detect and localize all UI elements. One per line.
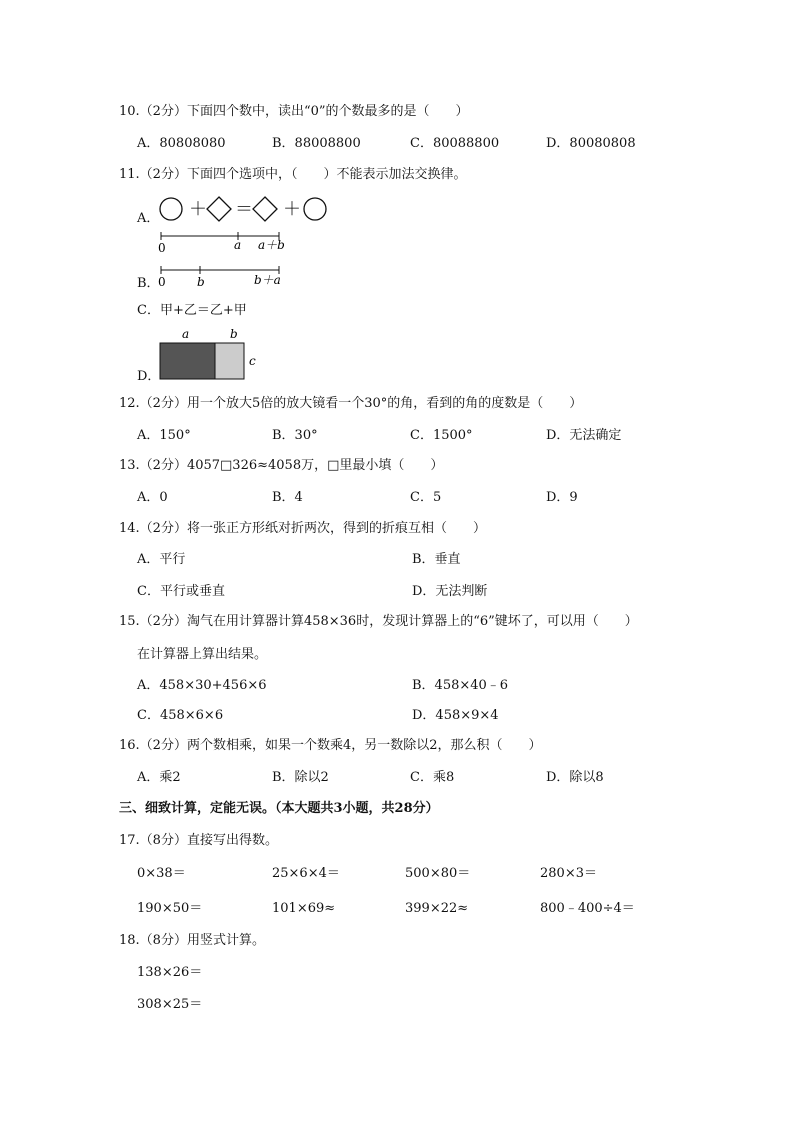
q17-item: 399×22≈ bbox=[405, 901, 469, 916]
diamond-shape-1 bbox=[207, 197, 231, 221]
rect-light-part bbox=[215, 343, 244, 379]
q11-option-a-label: A． bbox=[137, 211, 160, 226]
diamond-shape-2 bbox=[253, 197, 277, 221]
sum-label: b＋a bbox=[254, 273, 281, 287]
section-3-heading: 三、细致计算，定能无误。（本大题共3小题，共28分） bbox=[119, 801, 439, 816]
a-label: a bbox=[234, 238, 242, 252]
q17-item: 280×3＝ bbox=[540, 866, 597, 881]
q15-option-d: D．458×9×4 bbox=[412, 708, 499, 723]
plus-sign-2: ＋ bbox=[283, 199, 301, 220]
q11-number-line-2 bbox=[155, 260, 305, 292]
q17-item: 25×6×4＝ bbox=[272, 866, 340, 881]
q18-stem: 18.（8分）用竖式计算。 bbox=[119, 933, 265, 948]
q12-option-c: C．1500° bbox=[410, 428, 473, 443]
q18-item: 308×25＝ bbox=[137, 997, 203, 1012]
zero-label: 0 bbox=[158, 275, 166, 289]
circle-shape-1 bbox=[160, 198, 182, 220]
q16-option-a: A．乘2 bbox=[137, 770, 181, 785]
q11-option-a-figure bbox=[155, 194, 335, 226]
q11-rectangle-figure bbox=[155, 325, 265, 383]
rect-a-label: a bbox=[182, 327, 190, 341]
q11-option-b-label: B． bbox=[137, 276, 160, 291]
rect-c-label: c bbox=[249, 354, 256, 368]
rect-b-label: b bbox=[230, 327, 238, 341]
rect-dark-part bbox=[160, 343, 215, 379]
q11-option-d-label: D． bbox=[137, 369, 161, 384]
zero-label: 0 bbox=[158, 241, 166, 254]
q13-stem: 13.（2分）4057□326≈4058万，□里最小填（ ） bbox=[119, 458, 444, 473]
q12-option-a: A．150° bbox=[137, 428, 191, 443]
plus-sign-1: ＋ bbox=[189, 199, 207, 220]
q17-item: 800﹣400÷4＝ bbox=[540, 901, 635, 916]
q13-option-d: D．9 bbox=[546, 490, 578, 505]
q13-option-b: B．4 bbox=[272, 490, 303, 505]
q14-option-b: B．垂直 bbox=[412, 552, 461, 567]
q10-option-a: A．80808080 bbox=[137, 136, 226, 151]
q14-stem: 14.（2分）将一张正方形纸对折两次，得到的折痕互相（ ） bbox=[119, 521, 486, 536]
sum-label: a＋b bbox=[258, 238, 285, 252]
q10-option-c: C．80088800 bbox=[410, 136, 500, 151]
q15-option-c: C．458×6×6 bbox=[137, 708, 224, 723]
q13-option-a: A．0 bbox=[137, 490, 168, 505]
equals-sign: ＝ bbox=[235, 199, 253, 220]
q16-option-d: D．除以8 bbox=[546, 770, 604, 785]
q11-number-line-1 bbox=[155, 230, 305, 254]
q16-option-c: C．乘8 bbox=[410, 770, 455, 785]
q11-stem: 11.（2分）下面四个选项中，（ ）不能表示加法交换律。 bbox=[119, 167, 467, 182]
q14-option-d: D．无法判断 bbox=[412, 584, 488, 599]
q16-stem: 16.（2分）两个数相乘，如果一个数乘4，另一数除以2，那么积（ ） bbox=[119, 738, 542, 753]
q16-option-b: B．除以2 bbox=[272, 770, 329, 785]
q18-item: 138×26＝ bbox=[137, 965, 203, 980]
q15-option-a: A．458×30+456×6 bbox=[137, 678, 267, 693]
q17-item: 190×50＝ bbox=[137, 901, 203, 916]
q12-option-d: D．无法确定 bbox=[546, 428, 622, 443]
q12-option-b: B．30° bbox=[272, 428, 318, 443]
q10-option-b: B．88008800 bbox=[272, 136, 361, 151]
q10-option-d: D．80080808 bbox=[546, 136, 636, 151]
q15-option-b: B．458×40﹣6 bbox=[412, 678, 509, 693]
q12-stem: 12.（2分）用一个放大5倍的放大镜看一个30°的角，看到的角的度数是（ ） bbox=[119, 396, 583, 411]
circle-shape-2 bbox=[304, 198, 326, 220]
q14-option-a: A．平行 bbox=[137, 552, 186, 567]
q15-stem-continuation: 在计算器上算出结果。 bbox=[137, 647, 268, 662]
q13-option-c: C．5 bbox=[410, 490, 442, 505]
q11-option-c: C．甲+乙＝乙+甲 bbox=[137, 303, 247, 318]
q10-stem: 10.（2分）下面四个数中，读出“0”的个数最多的是（ ） bbox=[119, 104, 469, 119]
q17-stem: 17.（8分）直接写出得数。 bbox=[119, 833, 278, 848]
q15-stem: 15.（2分）淘气在用计算器计算458×36时，发现计算器上的“6”键坏了，可以用（ ） bbox=[119, 614, 638, 629]
q14-option-c: C．平行或垂直 bbox=[137, 584, 225, 599]
q17-item: 500×80＝ bbox=[405, 866, 471, 881]
q17-item: 0×38＝ bbox=[137, 866, 186, 881]
b-label: b bbox=[197, 275, 205, 289]
q17-item: 101×69≈ bbox=[272, 901, 336, 916]
